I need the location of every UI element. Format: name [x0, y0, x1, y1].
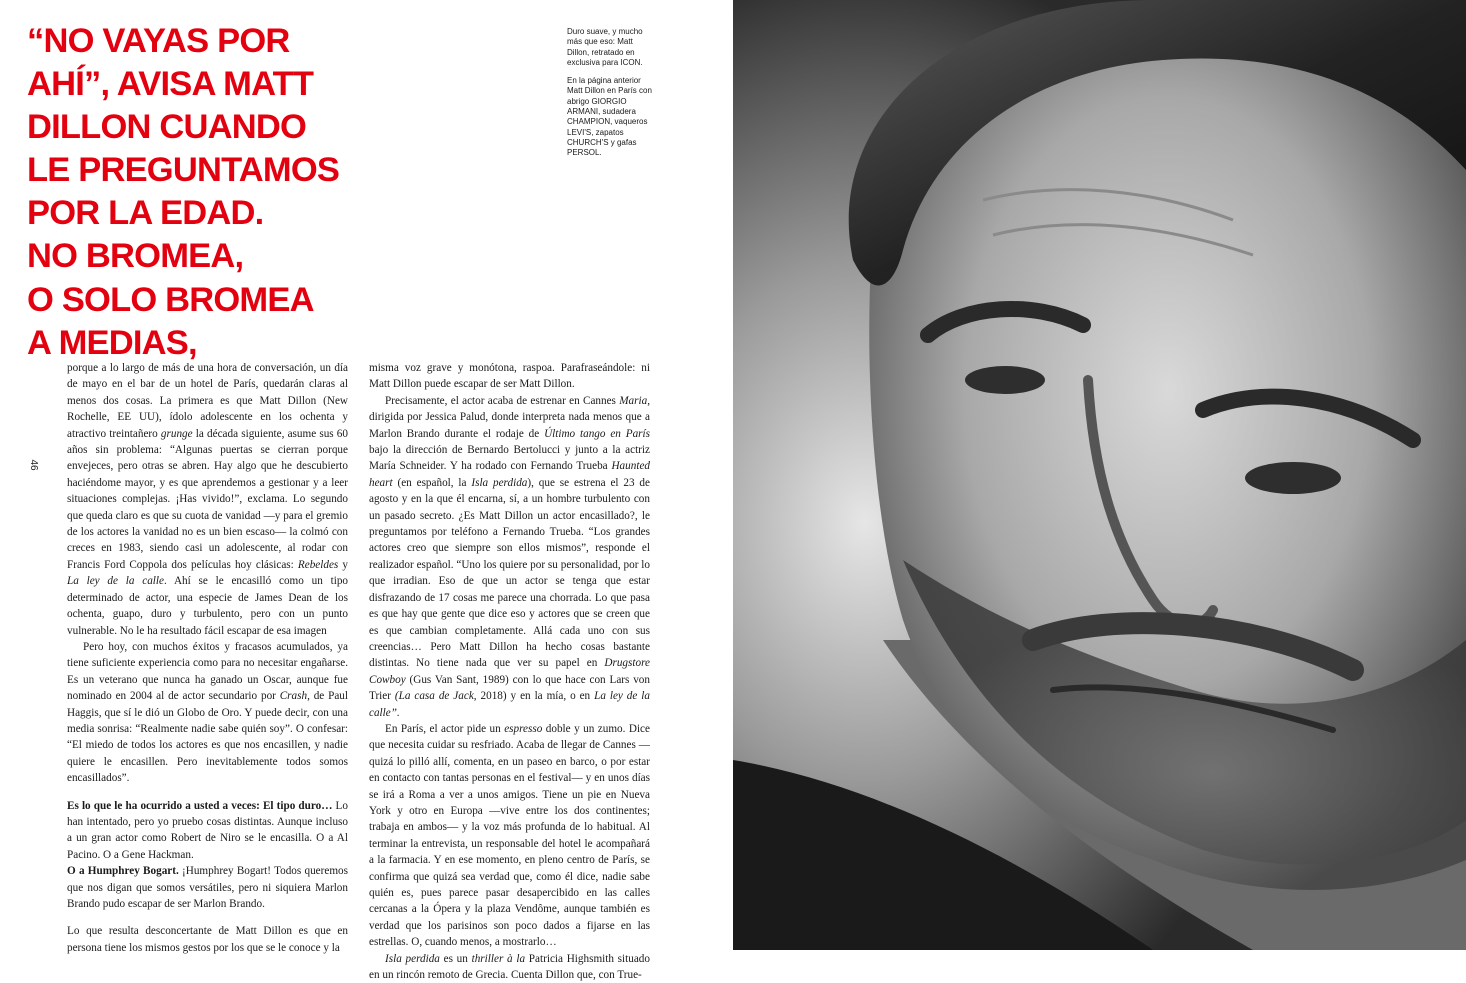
italic-title: La ley de la calle”.: [369, 690, 650, 719]
text-run: , 2018) y en la mía, o en: [473, 690, 595, 703]
body-paragraph: [67, 360, 348, 639]
text-run: bajo la dirección de Bernardo Bertolucci y junto a la actriz María Schneider. Y ha rodado con Fernando Trueba: [369, 444, 650, 473]
body-paragraph: [369, 951, 650, 983]
text-run: Precisamente, el actor acaba de estrenar en Cannes: [385, 394, 620, 407]
interview-answer: ¡Humphrey Bogart! Todos queremos que nos digan que somos versátiles, pero ni siquiera Marlon Brando pudo escapar de ser Marlon Brando.: [67, 865, 348, 910]
caption-paragraph: Duro suave, y mucho más que eso: Matt Dillon, retratado en exclusiva para ICON.: [567, 27, 643, 67]
photo-caption: [567, 27, 657, 167]
caption-paragraph: En la página anterior Matt Dillon en París con abrigo GIORGIO ARMANI, sudadera CHAMPION, vaqueros LEVI'S, zapatos CHURCH'S y gafas PERSOL.: [567, 76, 652, 158]
body-paragraph: misma voz grave y monótona, raspoa. Parafraseándole: ni Matt Dillon puede escapar de ser Matt Dillon.: [369, 362, 650, 391]
italic-term: thriller à la: [471, 952, 526, 965]
headline: [27, 20, 367, 365]
text-run: En París, el actor pide un: [385, 722, 505, 735]
interview-answer: Lo han intentado, pero yo pruebo cosas distintas. Aunque incluso a un gran actor como Robert de Niro se le encasilla. O a Al Pacino. O a Gene Hackman.: [67, 799, 348, 861]
headline-line: “NO VAYAS POR: [27, 22, 290, 60]
interview-question: O a Humphrey Bogart.: [67, 865, 179, 878]
body-paragraph: [369, 393, 650, 721]
right-eye: [1245, 462, 1341, 494]
headline-line: A MEDIAS,: [27, 323, 197, 362]
body-paragraph: Lo que resulta desconcertante de Matt Dillon es que en persona tiene los mismos gestos por los que se le conoce y la: [67, 925, 348, 954]
italic-title: Isla perdida: [385, 952, 440, 965]
paragraph-gap: [67, 787, 348, 798]
headline-line: O SOLO BROMEA: [27, 280, 314, 319]
text-run: de Paul Haggis, que sí le dió un Globo de Oro. Y puede decir, con una media sonrisa: “Realmente nadie sabe quién soy”. O confesar: “El miedo de todos los actores es que nos encasillen, y nadie quiere le encasillen. Pero inevitablemente todos somos encasillados”.: [67, 690, 348, 785]
text-run: doble y un zumo. Dice que necesita cuidar su resfriado. Acaba de llegar de Cannes —quizá lo pilló allí, comenta, en un paseo en barco, o por estar en contacto con tantas personas en el festival— y en unos días se irá a Roma a ver a unos amigos. Tiene un pie en Nueva York y otro en Europa —vive entre los dos continentes; trabaja en ambos— y la voz más profunda de lo habitual. Al terminar la entrevista, un responsable del hotel le acompañará a la farmacia. Y en ese momento, en pleno centro de París, se confirma que quizá sea verdad que, como él dice, nadie sabe quién es, pues parece pasar desapercibido en las calles cercanas a la Ópera y la plaza Vendôme, aunque también es verdad que los parisinos son poco dados a fijarse en las estrellas. O, cuando menos, a mostrarlo…: [369, 722, 650, 949]
interview-question: Es lo que le ha ocurrido a usted a veces: El tipo duro…: [67, 799, 333, 812]
article-column-2: [369, 360, 650, 983]
italic-term: espresso: [504, 722, 543, 735]
text-run: Patricia Highsmith situado en un rincón remoto de Grecia. Cuenta Dillon que, con True-: [369, 952, 650, 982]
italic-title: Drugstore Cowboy: [369, 657, 650, 686]
qa-paragraph: [67, 863, 348, 912]
article-column-1: [67, 360, 348, 956]
text-run: (Gus Van Sant, 1989) con lo que hace con Lars von Trier: [369, 673, 650, 703]
left-eye: [965, 366, 1045, 394]
qa-paragraph: [67, 798, 348, 864]
text-run: Pero hoy, con muchos éxitos y fracasos acumulados, ya tiene suficiente experiencia como para no necesitar engañarse. Es un veterano que nunca ha ganado un Oscar, aunque fue nominado en 2004 al de actor secundario por: [67, 640, 348, 703]
portrait-photo: [733, 0, 1466, 950]
italic-title: Último tango en París: [544, 427, 650, 440]
italic-title: (La casa de Jack: [394, 690, 474, 703]
italic-title: La ley de la calle: [67, 575, 164, 588]
left-page: [0, 0, 733, 982]
text-run: ), que se estrena el 23 de agosto y en la que él encarna, sí, a un hombre turbulento con un pasado secreto. ¿Es Matt Dillon un actor encasillado?, le preguntamos por teléfono a Fernando Trueba. “Los grandes actores creo que siempre son ellos mismos”, responde el realizador español. “Uno los quiere por su personalidad, por lo que irradian. Eso de que un actor se tenga que estar disfrazando de 17 cosas me parece una chorrada. Lo que pasa es que hay que gente que dice eso y actores que se creen que es que cambian completamente. Allá cada uno con sus creencias… Pero Matt Dillon ha hecho cosas bastante distintas. No tiene nada que ver su papel en: [369, 476, 650, 670]
italic-title: Crash,: [279, 690, 310, 703]
body-paragraph: [369, 721, 650, 951]
italic-term: grunge: [160, 427, 193, 440]
headline-line: LE PREGUNTAMOS: [27, 151, 340, 190]
text-run: (en español, la: [392, 476, 472, 489]
headline-line: NO BROMEA,: [27, 237, 244, 276]
headline-line: POR LA EDAD.: [27, 194, 264, 233]
paragraph-gap: [67, 912, 348, 923]
text-run: la década siguiente, asume sus 60 años sin problema: “Algunas puertas se cierran porque envejeces, pero otras se abren. Hay algo que he descubierto haciéndome mayor, y es que aprendemos a gestionar y a leer situaciones complejas. ¡Has vivido!”, exclama. Lo segundo que queda claro es que su cuota de vanidad —y para el gremio de los actores la vanidad no es un bien escaso— la colmó con creces en 1983, siendo casi un adolescente, al rodar con Francis Ford Coppola dos películas hoy clásicas:: [67, 427, 348, 571]
text-run: y: [338, 558, 349, 571]
body-paragraph: [67, 639, 348, 787]
italic-title: Maria: [619, 394, 648, 407]
italic-title: Haunted heart: [369, 460, 650, 489]
headline-line: AHÍ”, AVISA MATT: [27, 65, 314, 104]
italic-title: Rebeldes: [297, 558, 339, 571]
text-run: . Ahí se le encasilló como un tipo determinado de actor, una especie de James Dean de los ochenta, guapo, duro y turbulento, pero con un punto vulnerable. No le ha resultado fácil escapar de esa imagen: [67, 575, 349, 637]
text-run: es un: [439, 952, 472, 965]
right-page: [733, 0, 1466, 950]
headline-line: DILLON CUANDO: [27, 108, 306, 147]
page-number: 46: [28, 459, 39, 471]
italic-title: Isla perdida: [471, 476, 528, 489]
text-run: , dirigida por Jessica Palud, donde interpreta nada menos que a Marlon Brando durante el rodaje de: [369, 394, 650, 440]
text-run: porque a lo largo de más de una hora de conversación, un día de mayo en el bar de un hotel de París, quedarán claras al menos dos cosas. La primera es que Matt Dillon (New Rochelle, EE UU), ídolo adolescente en los ochenta y atractivo treintañero: [67, 362, 348, 440]
